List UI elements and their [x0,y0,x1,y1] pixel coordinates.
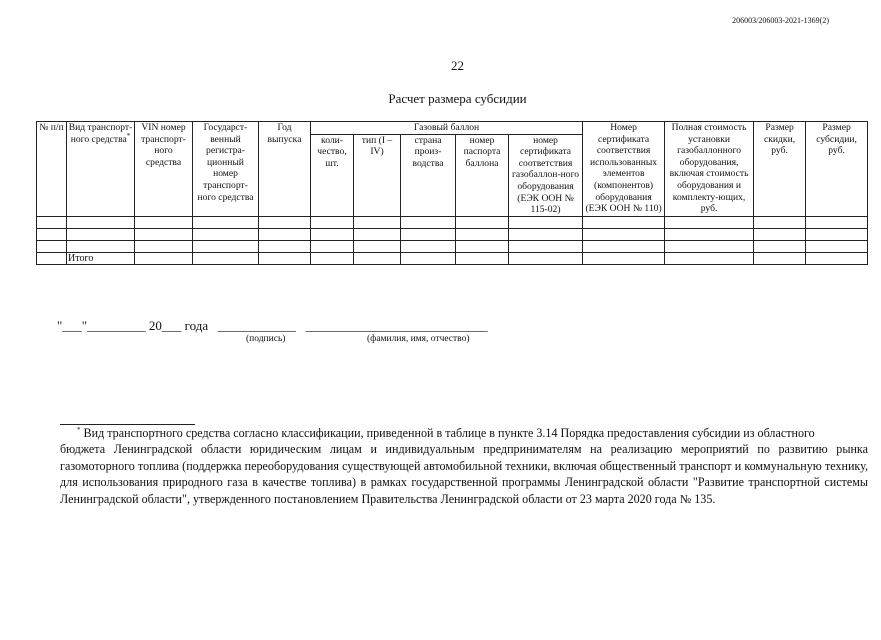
header-num: № п/п [37,122,67,217]
subsidy-table [36,121,868,265]
full-name-caption: (фамилия, имя, отчество) [367,334,470,344]
header-gas-country: страна произ-водства [401,134,456,216]
header-gas-type: тип (I – IV) [354,134,401,216]
header-discount: Размер скидки, руб. [754,122,806,217]
table-row [37,228,868,240]
footnote-text: бюджета Ленинградской области юридическим лицам и индивидуальным предпринимателям на реализацию мероприятий по развитию рынка газомоторного топлива (поддержка переоборудования существующей автомобильной техники, включая общественный транспорт и коммунальную технику, для использования природного газа в качестве топлива) в рамках государственной программы Ленинградской области "Развитие транспортной системы Ленинградской области", утвержденного постановлением Правительства Ленинградской области от 23 марта 2020 года № 135. [60,442,868,506]
document-id: 206003/206003-2021-1369(2) [732,16,829,25]
total-row [37,252,868,265]
table-row [37,240,868,252]
header-vehicle-type: Вид транспорт-ного средства* [67,122,135,217]
header-gas-cylinder: Газовый баллон [311,122,583,135]
header-vin: VIN номер транспорт-ного средства [135,122,193,217]
header-full-cost: Полная стоимость установки газобаллонного оборудования, включая стоимость оборудования и комплекту-ющих, руб. [665,122,754,217]
header-element-cert: Номер сертификата соответствия использованных элементов (компонентов) оборудования (ЕЭК ООН № 110) [583,122,665,217]
footnote [60,425,868,507]
header-year: Год выпуска [259,122,311,217]
header-gas-cert: номер сертификата соответствия газобаллон-ного оборудования (ЕЭК ООН № 115-02) [509,134,583,216]
header-subsidy: Размер субсидии, руб. [806,122,868,217]
page-title: Расчет размера субсидии [388,91,527,106]
total-label: Итого [67,252,135,265]
header-gas-passport: номер паспорта баллона [456,134,509,216]
signature-caption: (подпись) [246,334,286,344]
header-gas-qty: коли-чество, шт. [311,134,354,216]
table-row [37,216,868,228]
date-signature-line: "___"_________ 20___ года ____________ ____________________________ [57,318,488,333]
footnote-line1: Вид транспортного средства согласно классификации, приведенной в таблице в пункте 3.14 Порядка предоставления субсидии из областного [83,426,815,440]
page-number: 22 [451,58,464,73]
footnote-mark: * [77,425,81,434]
header-reg-number: Государст-венный регистра-ционный номер транспорт-ного средства [193,122,259,217]
